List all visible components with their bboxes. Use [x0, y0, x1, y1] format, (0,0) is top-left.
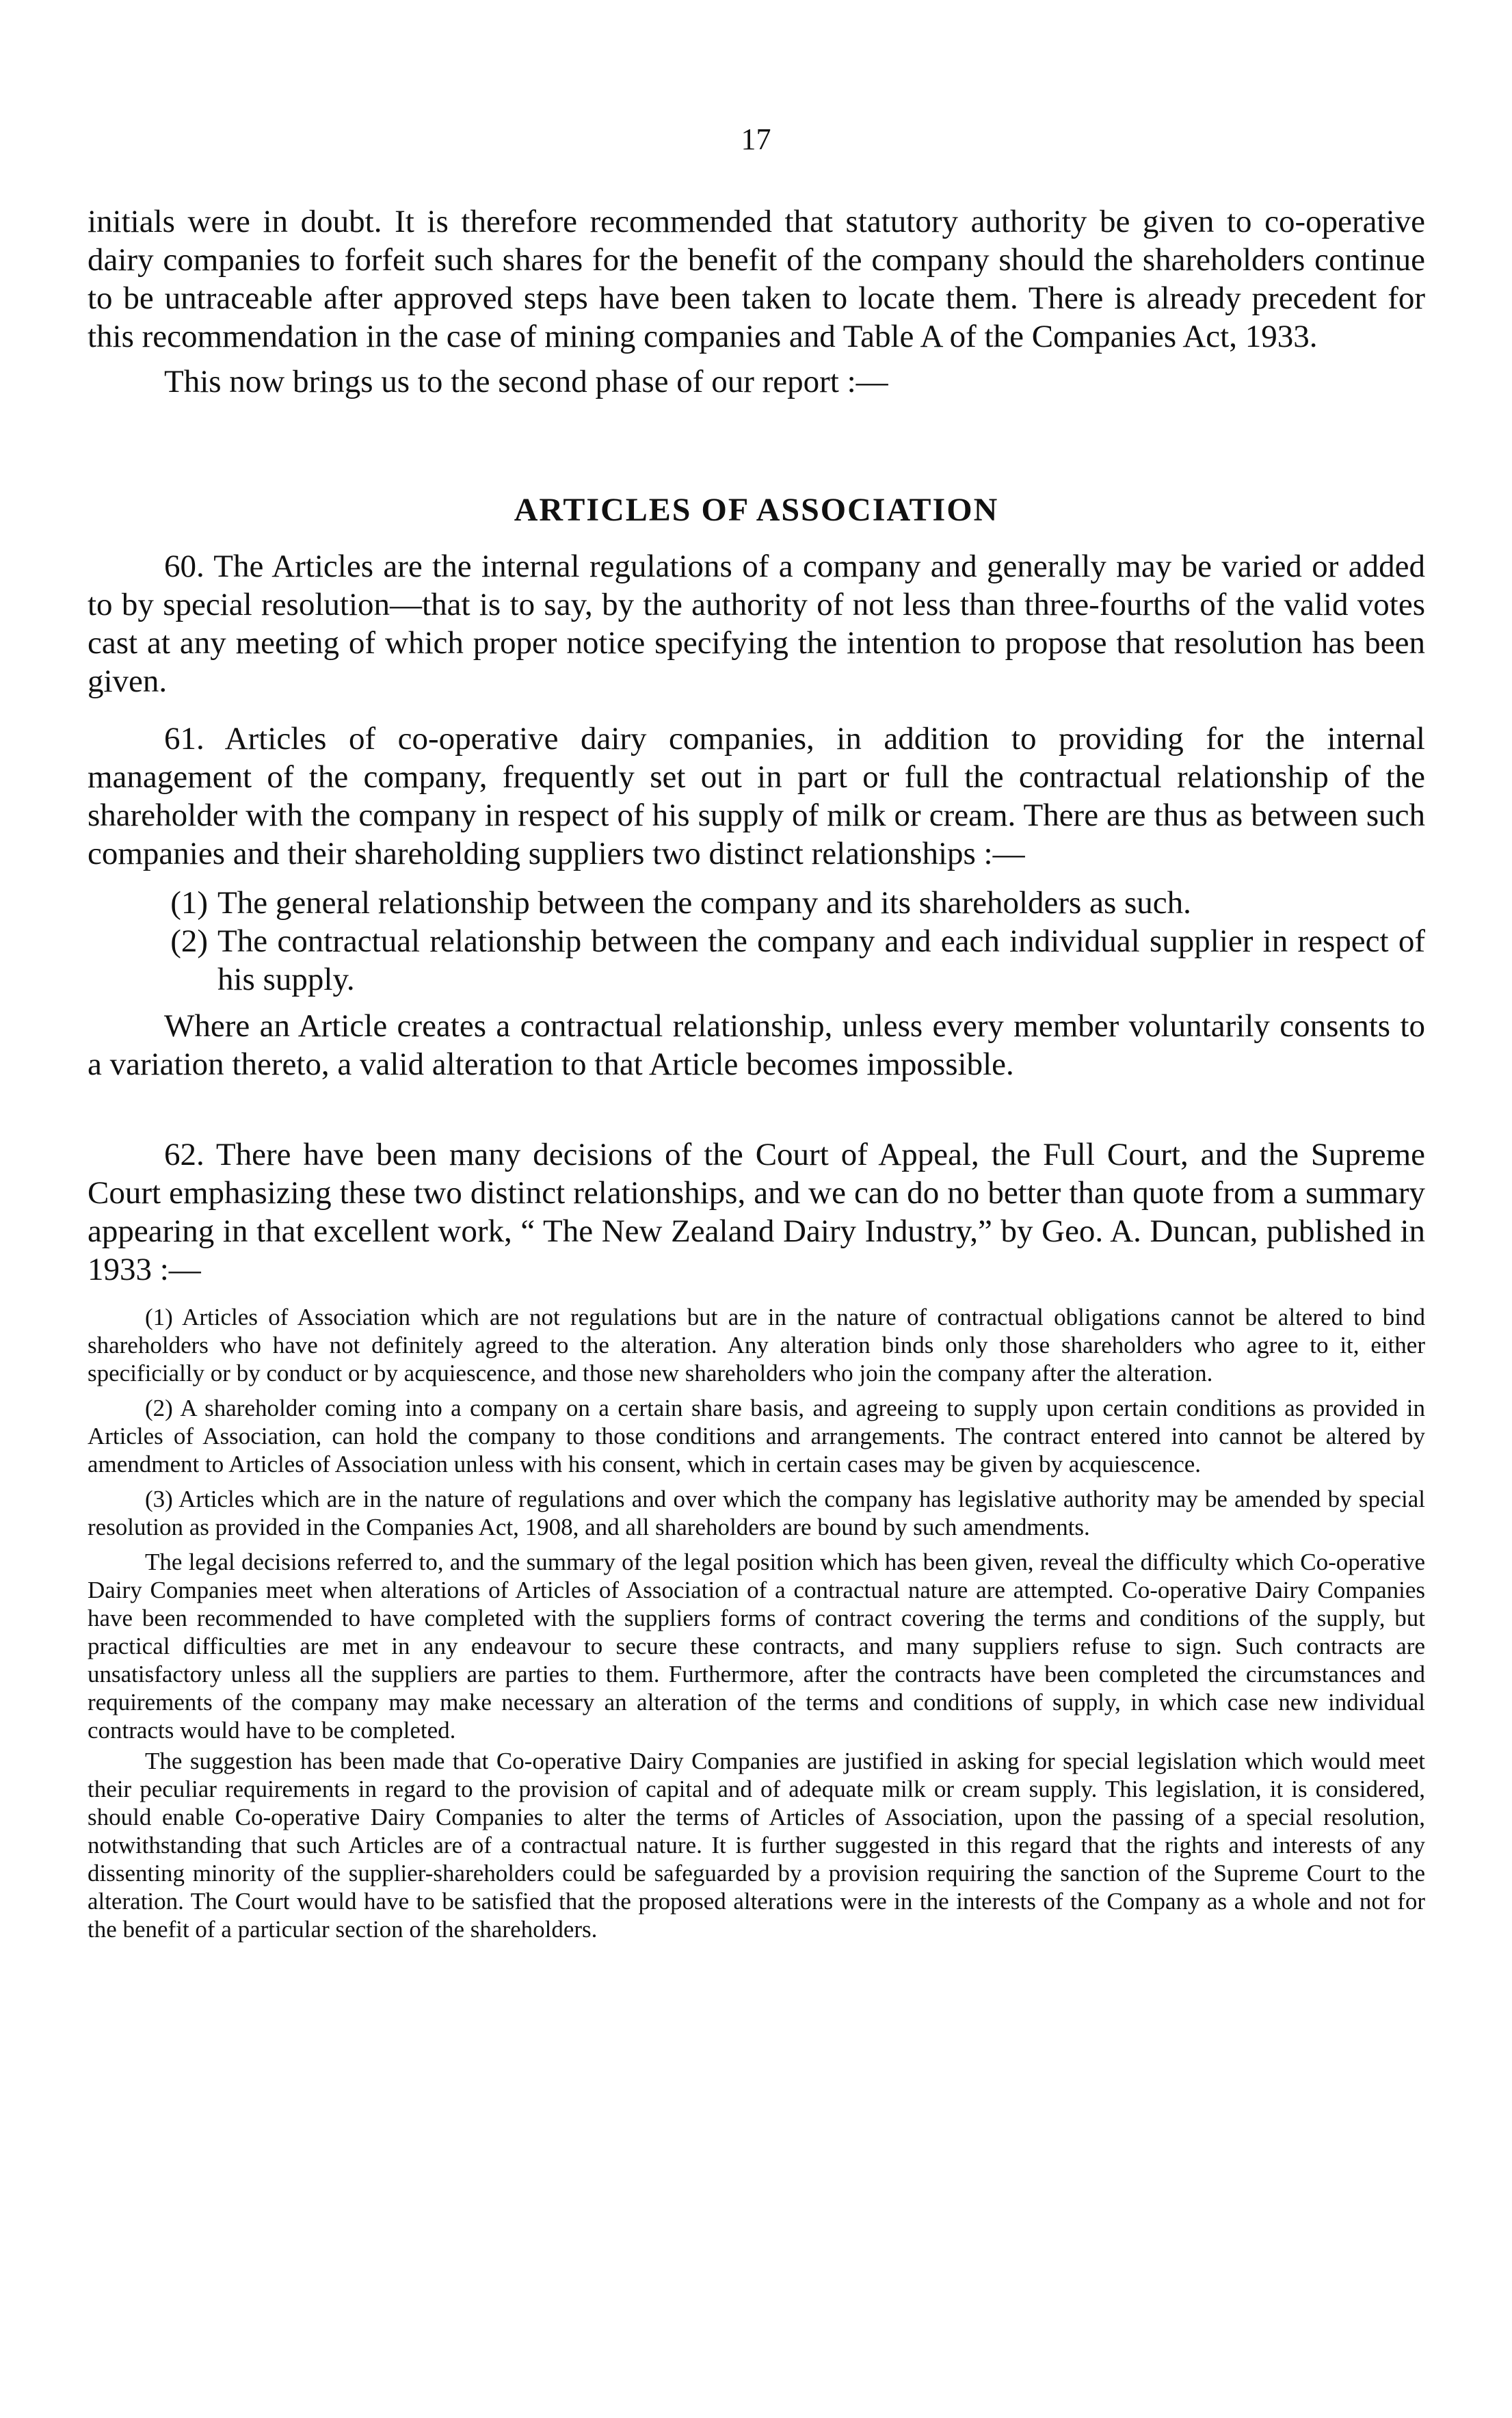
list-item	[88, 922, 1425, 999]
list-item-text: The contractual relationship between the company and each individual supplier in respect of his supply.	[217, 923, 1425, 997]
quote-item-2: (2) A shareholder coming into a company on a certain share basis, and agreeing to supply upon certain conditions as provided in Articles of Association, can hold the company to those conditions and arrangements. The contract entered into cannot be altered by amendment to Articles of Association unless with his consent, which in certain cases may be given by acquiescence.	[88, 1395, 1425, 1477]
quote-item-3: (3) Articles which are in the nature of regulations and over which the company has legislative authority may be amended by special resolution as provided in the Companies Act, 1908, and all shareholders are bound by such amendments.	[88, 1486, 1425, 1540]
section-heading-block	[88, 491, 1425, 529]
paragraph-61: 61. Articles of co-operative dairy companies, in addition to providing for the internal management of the company, frequently set out in part or full the contractual relationship of the shareholder with the company in respect of his supply of milk or cream. There are thus as between such companies and their shareholding suppliers two distinct relationships :—	[88, 721, 1425, 871]
paragraph-61-block	[88, 720, 1425, 1083]
opening-paragraph: initials were in doubt. It is therefore recommended that statutory authority be given to co-operative dairy companies to forfeit such shares for the benefit of the company should the shareholders continue to be untraceable after approved steps have been taken to locate them. There is already precedent for this recommendation in the case of mining companies and Table A of the Companies Act, 1933.	[88, 204, 1425, 354]
transition-paragraph: This now brings us to the second phase of our report :—	[164, 364, 888, 399]
quote-item-1: (1) Articles of Association which are not regulations but are in the nature of contractual obligations cannot be altered to bind shareholders who have not definitely agreed to the alteration. Any alteration binds only those shareholders who agree to it, either specificially or by conduct or by acquiescence, and those new shareholders who join the company after the alteration.	[88, 1304, 1425, 1387]
paragraph-62-block	[88, 1135, 1425, 1289]
opening-block	[88, 202, 1425, 401]
list-item-text: The general relationship between the company and its shareholders as such.	[217, 885, 1191, 921]
relationships-list	[88, 884, 1425, 999]
list-item-number: (2)	[170, 923, 208, 959]
legal-decisions-paragraph: The legal decisions referred to, and the summary of the legal position which has been given, reveal the difficulty which Co-operative Dairy Companies meet when alterations of Articles of Association of a contractual nature are attempted. Co-operative Dairy Companies have been recommended to have completed with the suppliers forms of contract covering the terms and conditions of the supply, but practical difficulties are met in any endeavour to secure these contracts, and many suppliers refuse to sign. Such contracts are unsatisfactory unless all the suppliers are parties to them. Furthermore, after the contracts have been completed the circumstances and requirements of the company may make necessary an alteration of the terms and conditions of supply, in which case new individual contracts would have to be completed.	[88, 1549, 1425, 1744]
paragraph-60: 60. The Articles are the internal regulations of a company and generally may be varied or added to by special resolution—that is to say, by the authority of not less than three-fourths of the valid votes cast at any meeting of which proper notice specifying the intention to propose that resolution has been given.	[88, 549, 1425, 699]
section-heading: ARTICLES OF ASSOCIATION	[514, 492, 999, 528]
list-item	[88, 884, 1425, 922]
paragraph-61-continuation: Where an Article creates a contractual relationship, unless every member voluntarily consents to a variation thereto, a valid alteration to that Article becomes impossible.	[88, 1008, 1425, 1082]
suggestion-paragraph: The suggestion has been made that Co-operative Dairy Companies are justified in asking for special legislation which would meet their peculiar requirements in regard to the provision of capital and of adequate milk or cream supply. This legislation, it is considered, should enable Co-operative Dairy Companies to alter the terms of Articles of Association, upon the passing of a special resolution, notwithstanding that such Articles are of a contractual nature. It is further suggested in this regard that the rights and interests of any dissenting minority of the supplier-shareholders could be safeguarded by a provision requiring the sanction of the Supreme Court to the alteration. The Court would have to be satisfied that the proposed alterations were in the interests of the Company as a whole and not for the benefit of a particular section of the shareholders.	[88, 1748, 1425, 1943]
paragraph-62: 62. There have been many decisions of the Court of Appeal, the Full Court, and the Supreme Court emphasizing these two distinct relationships, and we can do no better than quote from a summary appearing in that excellent work, “ The New Zealand Dairy Industry,” by Geo. A. Duncan, published in 1933 :—	[88, 1137, 1425, 1287]
paragraph-60-block	[88, 547, 1425, 700]
list-item-number: (1)	[170, 885, 208, 921]
page-number: 17	[741, 122, 771, 156]
quoted-summary	[88, 1303, 1425, 1943]
